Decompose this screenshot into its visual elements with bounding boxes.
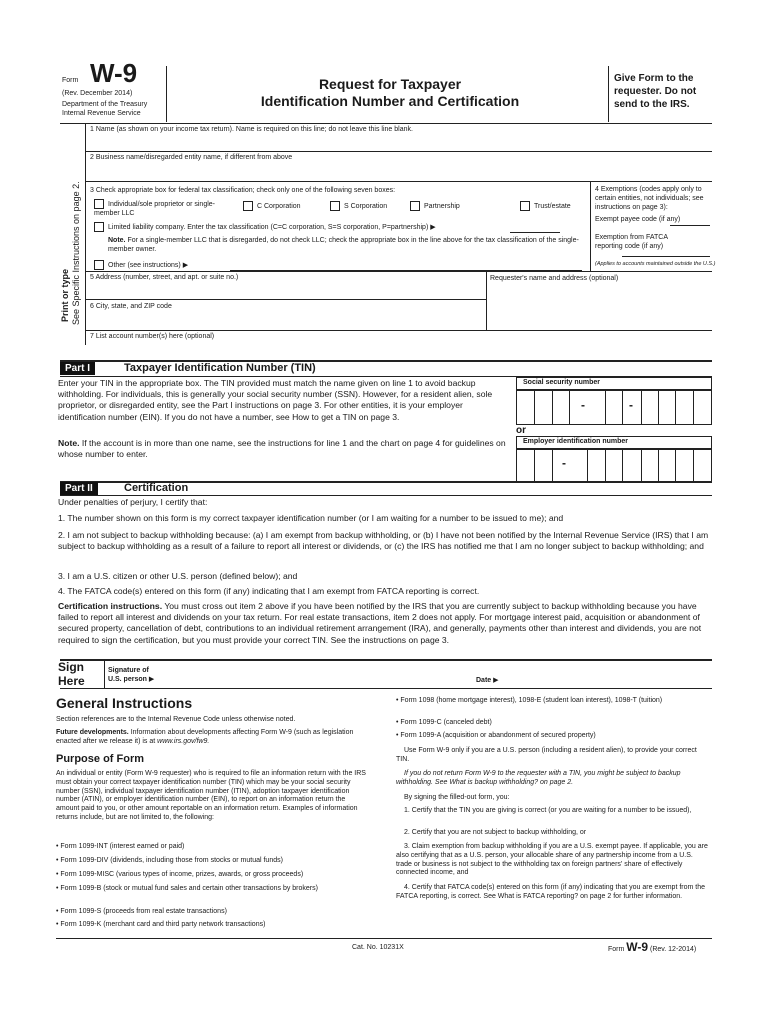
certify-intro: Under penalties of perjury, I certify that: bbox=[58, 497, 208, 507]
option-partnership[interactable] bbox=[410, 201, 460, 212]
bullet-right-2: • Form 1099-C (canceled debt) bbox=[396, 719, 492, 726]
exempt-payee-input[interactable] bbox=[670, 225, 710, 226]
s-corp-checkbox[interactable] bbox=[330, 201, 340, 211]
bullet-right-3: • Form 1099-A (acquisition or abandonment of secured property) bbox=[396, 732, 596, 739]
bullet-left-6: • Form 1099-K (merchant card and third party network transactions) bbox=[56, 921, 266, 928]
bullet-left-4: • Form 1099-B (stock or mutual fund sales and certain other transactions by brokers) bbox=[56, 885, 318, 892]
option-llc[interactable] bbox=[94, 222, 436, 233]
signature-input[interactable] bbox=[170, 662, 470, 686]
line5-address-label: 5 Address (number, street, and apt. or suite no.) bbox=[90, 274, 239, 281]
trust-checkbox[interactable] bbox=[520, 201, 530, 211]
other-checkbox[interactable] bbox=[94, 260, 104, 270]
department: Department of the Treasury bbox=[62, 101, 148, 108]
line2-business-label: 2 Business name/disregarded entity name, if different from above bbox=[90, 154, 293, 161]
certify-item2: 2. I am not subject to backup withholding because: (a) I am exempt from backup withholding, or (b) I have not been notified by the Internal Revenue Service (IRS) that I am subject to backup withholding as a result of a failure to report all interest or dividends, or (c) the IRS has notified me that I am no longer subject to backup withholding; and bbox=[58, 530, 709, 552]
print-or-type-label: Print or type bbox=[60, 268, 70, 322]
use-form-text: Use Form W-9 only if you are a U.S. person (including a resident alien), to provide your correct TIN. bbox=[396, 747, 697, 763]
general-instructions-heading: General Instructions bbox=[56, 695, 193, 711]
llc-classification-input[interactable] bbox=[510, 232, 560, 233]
option-trust[interactable] bbox=[520, 201, 571, 212]
certify-item3: 3. I am a U.S. citizen or other U.S. person (defined below); and bbox=[58, 571, 298, 581]
fatca-label: Exemption from FATCA reporting code (if any) bbox=[595, 234, 668, 250]
certify-reason-2: 2. Certify that you are not subject to backup withholding, or bbox=[404, 829, 587, 836]
revision-date: (Rev. December 2014) bbox=[62, 90, 133, 97]
irs-label: Internal Revenue Service bbox=[62, 110, 141, 117]
exempt-payee-label: Exempt payee code (if any) bbox=[595, 216, 681, 223]
trust-label: Trust/estate bbox=[534, 202, 571, 210]
option-individual[interactable] bbox=[94, 199, 224, 218]
llc-checkbox[interactable] bbox=[94, 222, 104, 232]
part1-note: Note. If the account is in more than one name, see the instructions for line 1 and the chart on page 4 for guidelines on whose number to enter. bbox=[58, 438, 506, 460]
certify-item4: 4. The FATCA code(s) entered on this form (if any) indicating that I am exempt from FATCA reporting is correct. bbox=[58, 586, 480, 596]
title-line2: Identification Number and Certification bbox=[260, 93, 520, 109]
c-corp-checkbox[interactable] bbox=[243, 201, 253, 211]
purpose-heading: Purpose of Form bbox=[56, 753, 145, 765]
certify-reason-1: 1. Certify that the TIN you are giving is correct (or you are waiting for a number to be issued), bbox=[404, 807, 692, 814]
llc-note: Note. For a single-member LLC that is disregarded, do not check LLC; check the appropriate box in the line above for the tax classification of the single-member owner. bbox=[108, 237, 579, 253]
signature-label: Signature of U.S. person ▶ bbox=[108, 667, 155, 684]
requester-label: Requester's name and address (optional) bbox=[490, 275, 619, 282]
see-instructions-label: See Specific Instructions on page 2. bbox=[71, 181, 81, 325]
section-references: Section references are to the Internal Revenue Code unless otherwise noted. bbox=[56, 716, 296, 723]
part2-label: Part II bbox=[60, 482, 98, 495]
give-form-note: Give Form to the requester. Do not send to the IRS. bbox=[614, 73, 697, 110]
sign-here-label: Sign Here bbox=[58, 660, 85, 689]
ssn-label: Social security number bbox=[523, 379, 601, 386]
line4-exemptions-label: 4 Exemptions (codes apply only to certain entities, not individuals; see instructions on page 3): bbox=[595, 186, 704, 211]
s-corp-label: S Corporation bbox=[344, 202, 388, 210]
line7-account-label: 7 List account number(s) here (optional) bbox=[90, 333, 215, 340]
or-label: or bbox=[516, 425, 526, 436]
line1-name-label: 1 Name (as shown on your income tax return). Name is required on this line; do not leave this line blank. bbox=[90, 126, 413, 133]
c-corp-label: C Corporation bbox=[257, 202, 301, 210]
purpose-text: An individual or entity (Form W-9 requester) who is required to file an information return with the IRS must obtain your correct taxpayer identification number (TIN) which may be your social security number (SSN), individual taxpayer identification number (ITIN), adoption taxpayer identification number (ATIN), or employer identification number (EIN), to report on an information return the amount paid to you, or other amount reportable on an information return. Examples of information returns include, but are not limited to, the following: bbox=[56, 770, 366, 821]
city-input[interactable] bbox=[88, 312, 483, 328]
option-c-corp[interactable] bbox=[243, 201, 301, 212]
other-label: Other (see instructions) ▶ bbox=[108, 261, 189, 269]
part2-title: Certification bbox=[124, 482, 189, 494]
ein-input[interactable]: - bbox=[516, 448, 712, 482]
requester-input[interactable] bbox=[490, 285, 708, 327]
certify-reason-3: 3. Claim exemption from backup withholding if you are a U.S. exempt payee. If applicable, you are also certifying that as a U.S. person, your allocable share of any partnership income from a U.S. trade or business is not subject to the withholding tax on foreign partners' share of effectively connected income, and bbox=[396, 843, 708, 877]
individual-label: Individual/sole proprietor or single-member LLC bbox=[94, 200, 215, 217]
footer-form-id: Form W-9 (Rev. 12-2014) bbox=[608, 940, 697, 954]
part1-label: Part I bbox=[60, 362, 95, 375]
individual-checkbox[interactable] bbox=[94, 199, 104, 209]
form-label: Form bbox=[62, 77, 79, 84]
certify-reason-4: 4. Certify that FATCA code(s) entered on this form (if any) indicating that you are exempt from the FATCA reporting, is correct. See What is FATCA reporting? on page 2 for further information. bbox=[396, 884, 706, 900]
partnership-label: Partnership bbox=[424, 202, 460, 210]
business-name-input[interactable] bbox=[88, 162, 708, 180]
bullet-right-1: • Form 1098 (home mortgage interest), 1098-E (student loan interest), 1098-T (tuition) bbox=[396, 697, 663, 704]
ssn-input[interactable]: - - bbox=[516, 389, 712, 425]
title-line1: Request for Taxpayer bbox=[318, 76, 462, 92]
fatca-input[interactable] bbox=[622, 256, 710, 257]
irs-link[interactable]: www.irs.gov/fw9. bbox=[157, 737, 210, 745]
ein-label: Employer identification number bbox=[523, 438, 629, 445]
partnership-checkbox[interactable] bbox=[410, 201, 420, 211]
name-input[interactable] bbox=[88, 134, 708, 150]
option-s-corp[interactable] bbox=[330, 201, 387, 212]
certify-item1: 1. The number shown on this form is my correct taxpayer identification number (or I am waiting for a number to be issued to me); and bbox=[58, 513, 564, 523]
bullet-left-3: • Form 1099-MISC (various types of income, prizes, awards, or gross proceeds) bbox=[56, 871, 304, 878]
if-not-return-text: If you do not return Form W-9 to the requester with a TIN, you might be subject to backup withholding. See What is backup withholding? on page 2. bbox=[396, 770, 681, 786]
cert-instructions: Certification instructions. You must cross out item 2 above if you have been notified by the IRS that you are currently subject to backup withholding because you have failed to report all interest and dividends on your tax return. For real estate transactions, item 2 does not apply. For mortgage interest paid, acquisition or abandonment of secured property, cancellation of debt, contributions to an individual retirement arrangement (IRA), and generally, payments other than interest and dividends, you are not required to sign the certification, but you must provide your correct TIN. See the instructions on page 3. bbox=[58, 601, 702, 645]
part1-title: Taxpayer Identification Number (TIN) bbox=[124, 362, 316, 374]
line6-city-label: 6 City, state, and ZIP code bbox=[90, 303, 172, 310]
date-input[interactable] bbox=[505, 670, 705, 686]
future-developments: Future developments. Information about developments affecting Form W-9 (such as legislation enacted after we release it) is at www.irs.gov/fw9. bbox=[56, 729, 354, 745]
account-input[interactable] bbox=[88, 341, 708, 353]
by-signing-text: By signing the filled-out form, you: bbox=[404, 794, 510, 801]
llc-label: Limited liability company. Enter the tax classification (C=C corporation, S=S corporation, P=partnership) ▶ bbox=[108, 223, 436, 231]
bullet-left-1: • Form 1099-INT (interest earned or paid) bbox=[56, 843, 185, 850]
bullet-left-2: • Form 1099-DIV (dividends, including those from stocks or mutual funds) bbox=[56, 857, 283, 864]
line3-classification-label: 3 Check appropriate box for federal tax classification; check only one of the following seven boxes: bbox=[90, 187, 396, 194]
catalog-number: Cat. No. 10231X bbox=[352, 944, 404, 951]
option-other[interactable] bbox=[94, 260, 188, 271]
form-number: W-9 bbox=[90, 58, 138, 88]
bullet-left-5: • Form 1099-S (proceeds from real estate transactions) bbox=[56, 908, 227, 915]
date-label: Date ▶ bbox=[476, 677, 499, 684]
part1-instructions: Enter your TIN in the appropriate box. The TIN provided must match the name given on line 1 to avoid backup withholding. For individuals, this is generally your social security number (SSN). However, for a resident alien, sole proprietor, or disregarded entity, see the Part I instructions on page 3. For other entities, it is your employer identification number (EIN). If you do not have a number, see How to get a TIN on page 3. bbox=[58, 378, 493, 422]
address-input[interactable] bbox=[88, 283, 483, 299]
applies-note: (Applies to accounts maintained outside the U.S.) bbox=[595, 261, 716, 267]
